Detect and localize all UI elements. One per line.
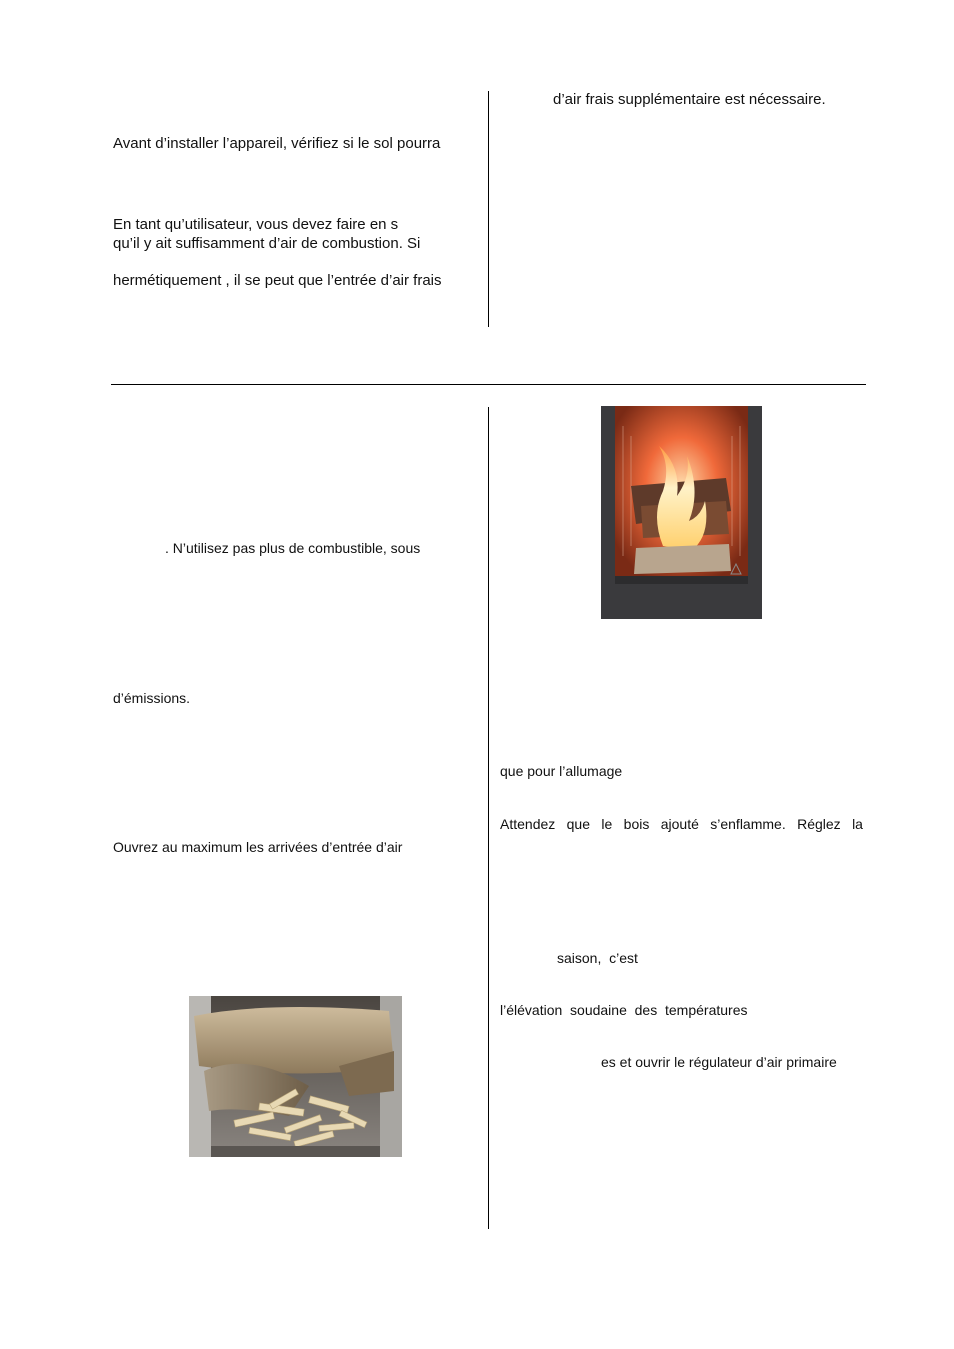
bottom-left-line-1: . N’utilisez pas plus de combustible, sous xyxy=(165,540,421,556)
bottom-right-line-3: saison, c’est xyxy=(557,950,638,966)
stove-fire-photo xyxy=(601,406,762,619)
bottom-right-line-2 xyxy=(500,817,863,831)
bottom-right-line-4: l’élévation soudaine des températures xyxy=(500,1002,748,1018)
word: s’enflamme. xyxy=(710,816,786,832)
top-right-line-1: d’air frais supplémentaire est nécessaire. xyxy=(553,91,826,108)
column-divider-bottom xyxy=(488,407,489,1229)
word: ajouté xyxy=(660,816,699,832)
section-divider xyxy=(111,384,866,385)
word: la xyxy=(852,816,863,832)
word: Réglez xyxy=(797,816,841,832)
top-left-line-1: Avant d’installer l’appareil, vérifiez si le sol pourra xyxy=(113,135,441,152)
bottom-right-line-1: que pour l’allumage xyxy=(500,763,623,779)
bottom-left-line-3: Ouvrez au maximum les arrivées d’entrée d’air xyxy=(113,839,403,855)
column-divider-top xyxy=(488,91,489,327)
bottom-left-line-2: d’émissions. xyxy=(113,690,191,706)
word: le xyxy=(601,816,613,832)
word: Attendez xyxy=(500,816,556,832)
top-left-line-4: hermétiquement , il se peut que l’entrée d’air frais xyxy=(113,272,442,289)
bottom-right-line-5: es et ouvrir le régulateur d’air primaire xyxy=(601,1054,837,1070)
wood-kindling-photo xyxy=(189,996,402,1157)
word: bois xyxy=(623,816,650,832)
word: que xyxy=(566,816,590,832)
top-left-line-3: qu’il y ait suffisamment d’air de combustion. Si xyxy=(113,235,421,252)
top-left-line-2: En tant qu’utilisateur, vous devez faire en s xyxy=(113,216,399,233)
